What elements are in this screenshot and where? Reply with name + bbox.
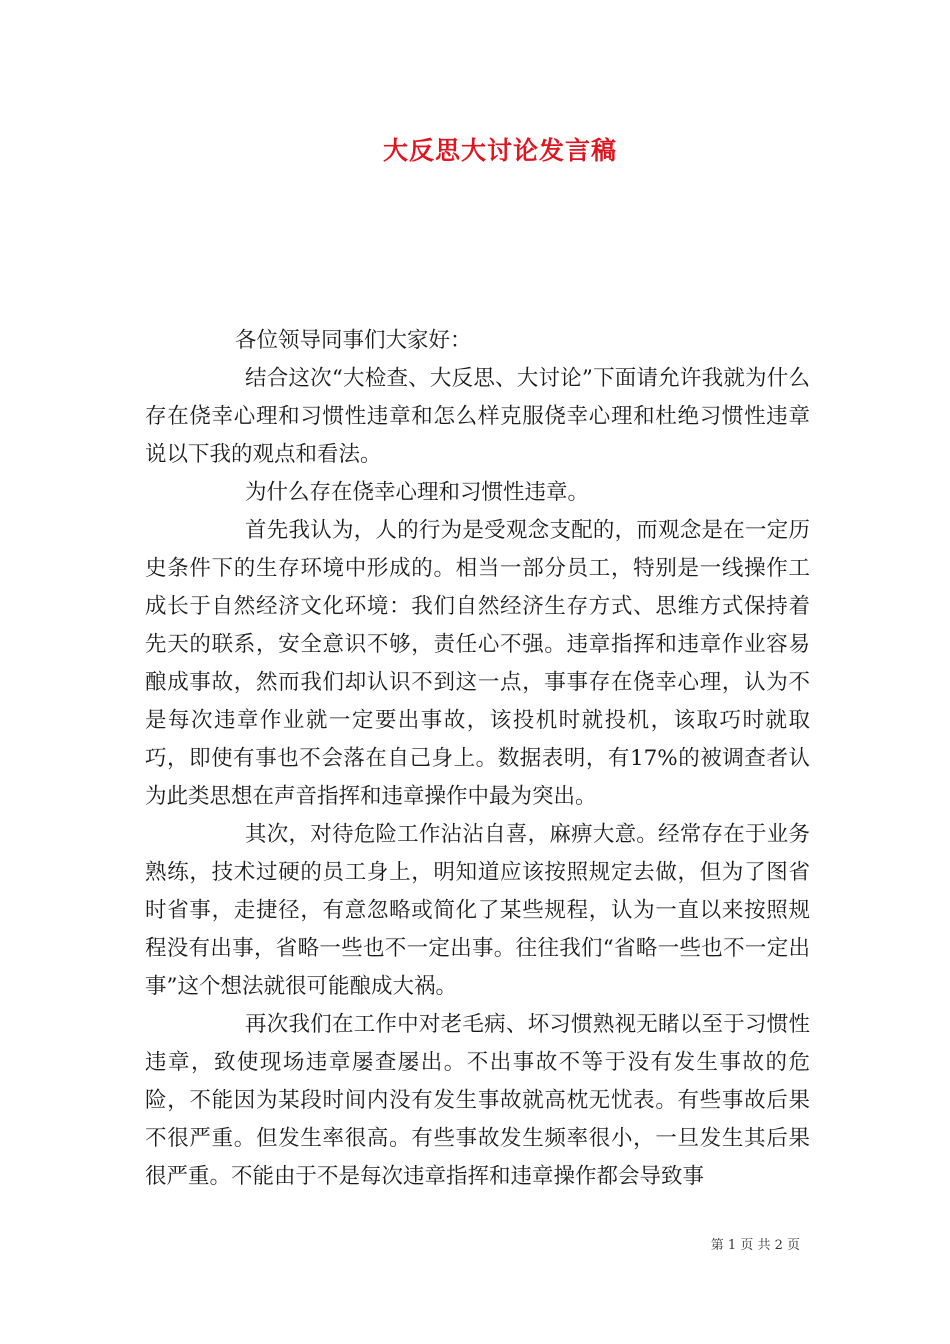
- document-title: 大反思大讨论发言稿: [382, 136, 617, 165]
- second-point-paragraph: 其次，对待危险工作沾沾自喜，麻痹大意。经常存在于业务熟练，技术过硬的员工身上，明知道应该按照规定去做，但为了图省时省事，走捷径，有意忽略或简化了某些规程，认为一直以来按照规程没有出事，省略一些也不一定出事。往往我们“省略一些也不一定出事”这个想法就很可能酿成大祸。: [145, 822, 810, 999]
- third-point-paragraph: 再次我们在工作中对老毛病、坏习惯熟视无睹以至于习惯性违章，致使现场违章屡查屡出。不出事故不等于没有发生事故的危险，不能因为某段时间内没有发生事故就高枕无忧表。有些事故后果不很严重。但发生率很高。有些事故发生频率很小，一旦发生其后果很严重。不能由于不是每次违章指挥和违章操作都会导致事: [145, 1012, 810, 1189]
- document-body: [145, 322, 810, 1196]
- page-number-footer: 第 1 页 共 2 页: [710, 1238, 800, 1253]
- intro-paragraph: 结合这次“大检查、大反思、大讨论”下面请允许我就为什么存在侥幸心理和习惯性违章和怎么样克服侥幸心理和杜绝习惯性违章说以下我的观点和看法。: [145, 366, 810, 467]
- first-point-paragraph: 首先我认为，人的行为是受观念支配的，而观念是在一定历史条件下的生存环境中形成的。相当一部分员工，特别是一线操作工成长于自然经济文化环境：我们自然经济生存方式、思维方式保持着先天的联系，安全意识不够，责任心不强。违章指挥和违章作业容易酿成事故，然而我们却认识不到这一点，事事存在侥幸心理，认为不是每次违章作业就一定要出事故，该投机时就投机，该取巧时就取巧，即使有事也不会落在自己身上。数据表明，有17%的被调查者认为此类思想在声音指挥和违章操作中最为突出。: [145, 518, 810, 809]
- greeting-paragraph: 各位领导同事们大家好：: [235, 328, 472, 353]
- section-heading-paragraph: 为什么存在侥幸心理和习惯性违章。: [245, 480, 590, 505]
